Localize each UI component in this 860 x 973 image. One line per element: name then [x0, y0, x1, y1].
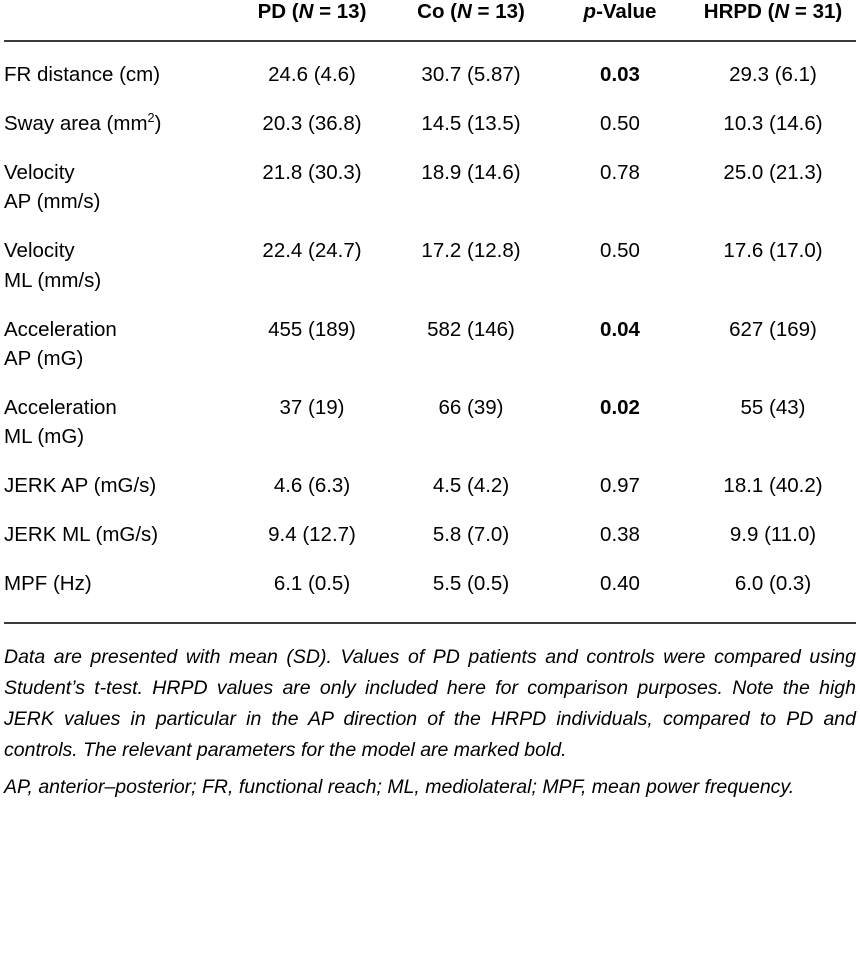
row-label: JERK ML (mG/s)	[4, 523, 159, 547]
table-row	[4, 148, 856, 226]
cell-hrpd: 6.0 (0.3)	[734, 572, 812, 596]
cell-pd: 21.8 (30.3)	[262, 161, 362, 185]
row-label: JERK AP (mG/s)	[4, 474, 157, 498]
row-label: Acceleration AP (mG)	[4, 317, 117, 370]
row-label: MPF (Hz)	[4, 572, 92, 596]
column-header-measure	[4, 0, 232, 41]
cell-pvalue: 0.50	[600, 239, 640, 263]
cell-pd: 24.6 (4.6)	[268, 63, 356, 86]
cell-hrpd: 17.6 (17.0)	[723, 239, 823, 263]
row-label: Velocity AP (mm/s)	[4, 161, 101, 214]
table-row	[4, 99, 856, 148]
cell-pvalue: 0.50	[600, 112, 640, 136]
cell-pd: 20.3 (36.8)	[262, 112, 362, 136]
cell-pvalue: 0.04	[600, 317, 640, 341]
cell-pvalue: 0.40	[600, 572, 640, 596]
cell-pd: 455 (189)	[268, 317, 356, 341]
cell-hrpd: 55 (43)	[740, 395, 806, 419]
cell-co: 582 (146)	[427, 317, 515, 341]
table-row	[4, 461, 856, 510]
table-row	[4, 305, 856, 383]
cell-hrpd: 9.9 (11.0)	[729, 523, 817, 547]
cell-co: 5.5 (0.5)	[432, 572, 510, 596]
table-row	[4, 510, 856, 559]
column-header-pd: PD (N = 13)	[257, 0, 367, 23]
table-row	[4, 41, 856, 99]
cell-pd: 4.6 (6.3)	[273, 474, 351, 498]
row-label: Velocity ML (mm/s)	[4, 239, 102, 292]
cell-co: 18.9 (14.6)	[421, 161, 521, 185]
row-label: FR distance (cm)	[4, 63, 161, 86]
cell-pd: 22.4 (24.7)	[262, 239, 362, 263]
cell-co: 30.7 (5.87)	[421, 63, 521, 86]
superscript-2: 2	[147, 110, 155, 126]
row-label: Acceleration ML (mG)	[4, 395, 117, 448]
cell-pvalue: 0.97	[600, 474, 640, 498]
table-body	[4, 41, 856, 608]
cell-pd: 37 (19)	[279, 395, 345, 419]
table-row	[4, 226, 856, 304]
cell-co: 4.5 (4.2)	[432, 474, 510, 498]
cell-co: 5.8 (7.0)	[432, 523, 510, 547]
table-header	[4, 0, 856, 41]
footnote-paragraph-2: AP, anterior–posterior; FR, functional reach; ML, mediolateral; MPF, mean power frequency.	[4, 775, 795, 798]
column-header-pvalue: p-Value	[583, 0, 657, 23]
cell-pd: 9.4 (12.7)	[268, 523, 356, 547]
column-header-hrpd: HRPD (N = 31)	[703, 0, 843, 23]
cell-co: 17.2 (12.8)	[421, 239, 521, 263]
cell-pvalue: 0.02	[600, 395, 640, 419]
cell-pvalue: 0.38	[600, 523, 640, 547]
cell-hrpd: 627 (169)	[729, 317, 817, 341]
results-table	[4, 0, 856, 608]
cell-co: 66 (39)	[438, 395, 504, 419]
cell-hrpd: 25.0 (21.3)	[723, 161, 823, 185]
cell-hrpd: 29.3 (6.1)	[729, 63, 817, 86]
cell-hrpd: 18.1 (40.2)	[723, 474, 823, 498]
column-header-co: Co (N = 13)	[417, 0, 525, 23]
cell-pd: 6.1 (0.5)	[273, 572, 351, 596]
table-row	[4, 383, 856, 461]
cell-hrpd: 10.3 (14.6)	[723, 112, 823, 136]
cell-pvalue: 0.03	[600, 63, 640, 86]
row-label: Sway area $(mm^2)$	[4, 110, 162, 136]
table-footnotes	[4, 642, 856, 802]
table-bottom-rule	[4, 622, 856, 624]
table-row	[4, 559, 856, 608]
footnote-paragraph-1: Data are presented with mean (SD). Values of PD patients and controls were compared using Student’s t-test. HRPD values are only included here for comparison purposes. Note the high JERK values in particular in the AP direction of the HRPD individuals, compared to PD and controls. The relevant parameters for the model are marked bold.	[4, 646, 856, 761]
cell-co: 14.5 (13.5)	[421, 112, 521, 136]
table-header-row	[4, 0, 856, 41]
cell-pvalue: 0.78	[600, 161, 640, 185]
